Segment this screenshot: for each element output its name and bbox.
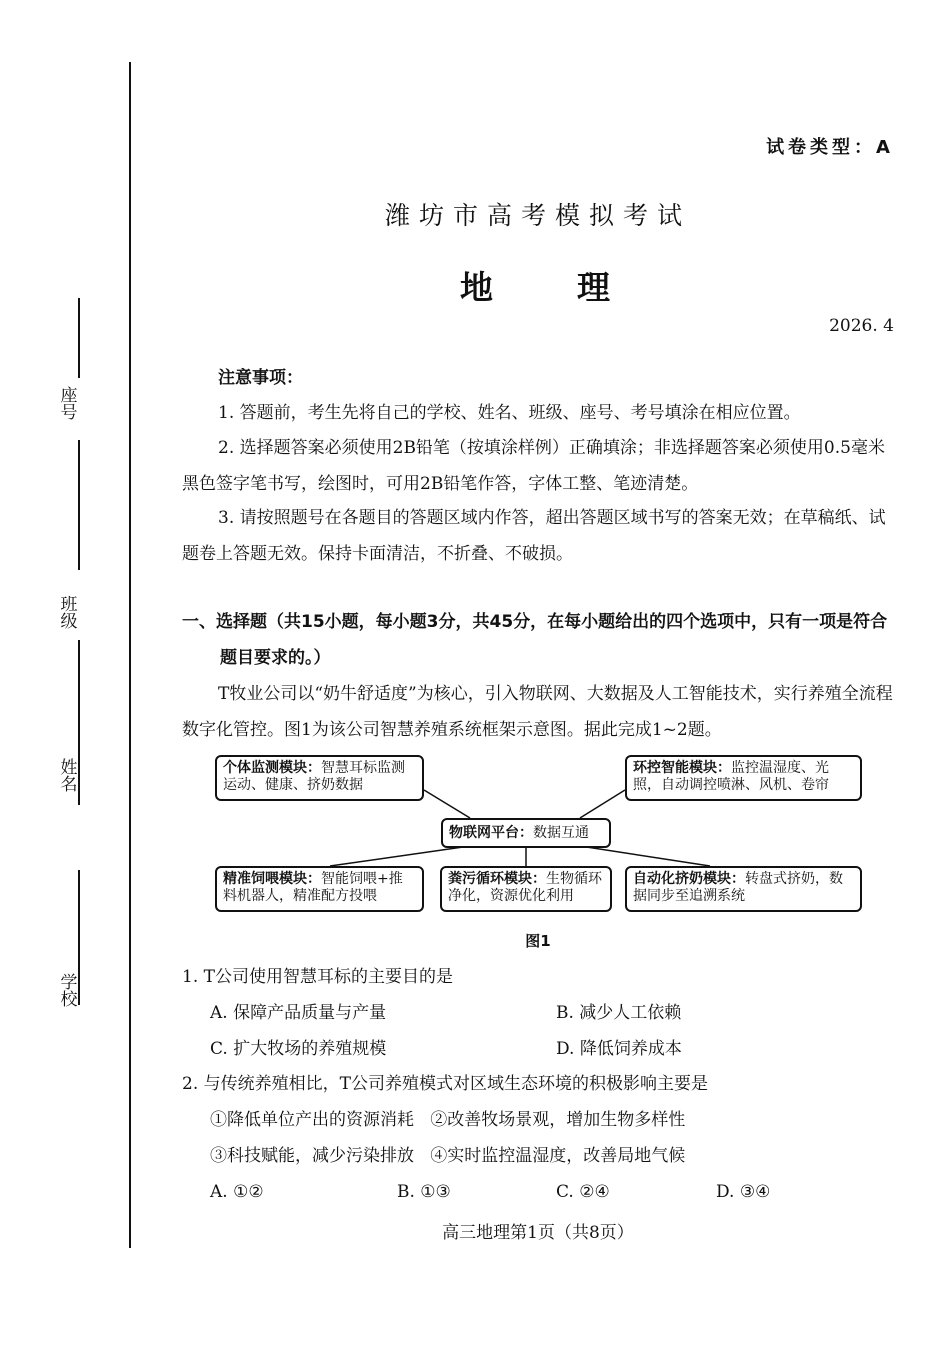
module-automatic-milking: 自动化挤奶模块：转盘式挤奶，数据同步至追溯系统 — [625, 866, 862, 912]
section-intro: T牧业公司以“奶牛舒适度”为核心，引入物联网、大数据及人工智能技术，实行养殖全流程数字化管控。图1为该公司智慧养殖系统框架示意图。据此完成1~2题。 — [182, 684, 893, 740]
school-label: 学校 — [60, 973, 78, 1010]
exam-date: 2026. 4 — [829, 316, 894, 336]
q2-option-b[interactable]: B. ①③ — [397, 1182, 451, 1202]
notice-item-3: 3. 请按照题号在各题目的答题区域内作答，超出答题区域书写的答案无效；在草稿纸、试题卷上答题无效。保持卡面清洁，不折叠、不破损。 — [182, 508, 886, 564]
subject-char-1: 地 — [460, 268, 493, 307]
class-label: 班级 — [60, 595, 78, 632]
module-manure-recycling: 粪污循环模块：生物循环净化，资源优化利用 — [440, 866, 612, 912]
module-precision-feeding: 精准饲喂模块：智能饲喂+推料机器人，精准配方投喂 — [215, 866, 424, 912]
notice-title: 注意事项： — [218, 368, 303, 388]
q2-option-c[interactable]: C. ②④ — [556, 1182, 610, 1202]
q1-option-c[interactable]: C. 扩大牧场的养殖规模 — [210, 1039, 387, 1059]
page-footer: 高三地理第1页（共8页） — [442, 1223, 634, 1243]
notice-item-1: 1. 答题前，考生先将自己的学校、姓名、班级、座号、考号填涂在相应位置。 — [218, 403, 801, 423]
q2-statements-1: ①降低单位产出的资源消耗 ②改善牧场景观，增加生物多样性 — [210, 1110, 686, 1130]
name-label: 姓名 — [60, 758, 78, 795]
module-environment-control: 环控智能模块：监控温湿度、光照，自动调控喷淋、风机、卷帘 — [625, 755, 862, 801]
subject-char-2: 理 — [577, 268, 610, 307]
seat-label: 座号 — [60, 386, 78, 423]
q1-option-d[interactable]: D. 降低饲养成本 — [556, 1039, 682, 1059]
q2-option-a[interactable]: A. ①② — [210, 1182, 264, 1202]
section-heading: 一、选择题（共15小题，每小题3分，共45分，在每小题给出的四个选项中，只有一项是符合题目要求的。） — [182, 612, 888, 668]
notice-item-2: 2. 选择题答案必须使用2B铅笔（按填涂样例）正确填涂；非选择题答案必须使用0.5毫米黑色签字笔书写，绘图时，可用2B铅笔作答，字体工整、笔迹清楚。 — [182, 438, 885, 494]
figure-caption: 图1 — [525, 932, 551, 950]
module-individual-monitoring: 个体监测模块：智慧耳标监测运动、健康、挤奶数据 — [215, 755, 424, 801]
iot-platform: 物联网平台：数据互通 — [441, 818, 611, 848]
exam-title: 潍坊市高考模拟考试 — [384, 201, 691, 230]
q1-stem: 1. T公司使用智慧耳标的主要目的是 — [182, 967, 453, 987]
q2-stem: 2. 与传统养殖相比，T公司养殖模式对区域生态环境的积极影响主要是 — [182, 1074, 708, 1094]
exam-type: 试卷类型：A — [766, 137, 894, 158]
q2-option-d[interactable]: D. ③④ — [716, 1182, 771, 1202]
q1-option-a[interactable]: A. 保障产品质量与产量 — [210, 1003, 387, 1023]
q1-option-b[interactable]: B. 减少人工依赖 — [556, 1003, 682, 1023]
q2-statements-2: ③科技赋能，减少污染排放 ④实时监控温湿度，改善局地气候 — [210, 1146, 686, 1166]
